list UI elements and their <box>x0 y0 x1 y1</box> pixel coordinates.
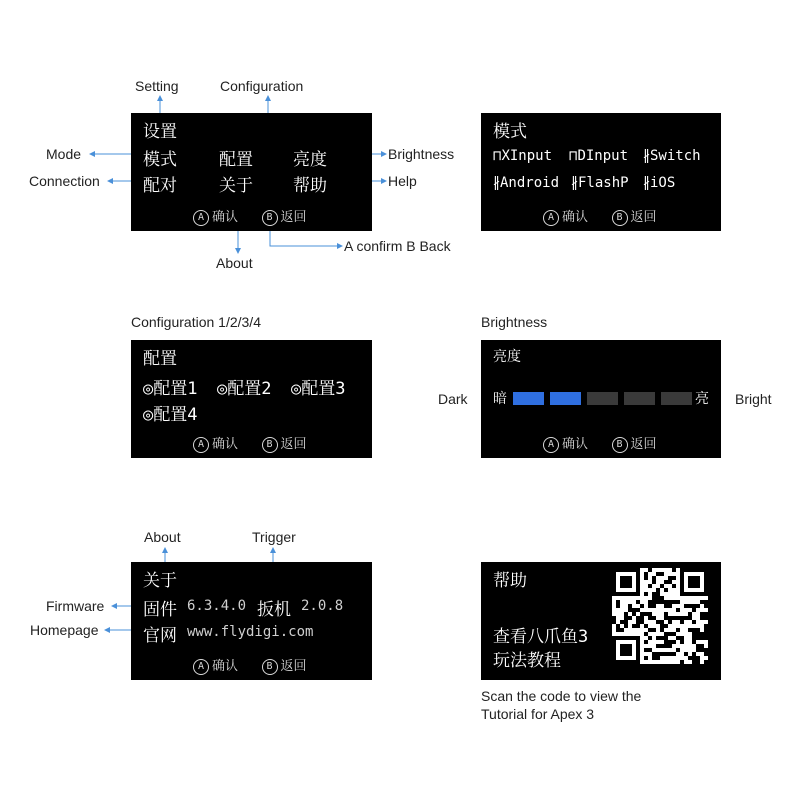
back-label: 返回 <box>280 437 307 452</box>
back-label: 返回 <box>630 210 657 225</box>
brightness-segment <box>513 392 544 405</box>
b-key-icon: B <box>262 437 278 453</box>
label-configuration: Configuration <box>220 78 304 94</box>
firmware-value: 6.3.4.0 <box>187 598 247 614</box>
label-dark: Dark <box>438 391 468 407</box>
settings-screen <box>131 113 372 231</box>
confirm-label: 确认 <box>562 437 589 452</box>
help-title: 帮助 <box>493 571 527 591</box>
label-bright: Bright <box>735 391 772 407</box>
b-key-icon: B <box>612 437 628 453</box>
confirm-label: 确认 <box>562 210 589 225</box>
label-help: Help <box>388 173 417 189</box>
config-item-2[interactable]: ◎配置2 <box>217 379 272 399</box>
bright-label: 亮 <box>695 391 709 407</box>
bluetooth-icon: ∦ <box>493 175 500 191</box>
gear-icon: ◎ <box>291 379 302 399</box>
menu-item-mode[interactable]: 模式 <box>143 150 177 170</box>
mode-android[interactable]: ∦Android <box>493 175 560 191</box>
mode-xinput[interactable]: ⊓XInput <box>493 148 553 164</box>
confirm-label: 确认 <box>212 437 239 452</box>
label-brightness-title: Brightness <box>481 314 548 330</box>
label-confirm-back: A confirm B Back <box>344 238 451 254</box>
config-item-1[interactable]: ◎配置1 <box>143 379 198 399</box>
config-screen <box>131 340 372 458</box>
bluetooth-icon: ∦ <box>643 148 650 164</box>
firmware-label: 固件 <box>143 600 177 620</box>
settings-title: 设置 <box>143 122 177 142</box>
menu-item-help[interactable]: 帮助 <box>293 176 327 196</box>
menu-item-config[interactable]: 配置 <box>219 150 253 170</box>
menu-item-about[interactable]: 关于 <box>219 176 253 196</box>
footer <box>193 206 307 226</box>
mode-dinput[interactable]: ⊓DInput <box>569 148 629 164</box>
label-brightness: Brightness <box>388 146 455 162</box>
trigger-label: 扳机 <box>257 600 291 620</box>
a-key-icon: A <box>193 659 209 675</box>
brightness-segment <box>624 392 655 405</box>
label-configuration-1234: Configuration 1/2/3/4 <box>131 314 261 330</box>
footer <box>543 433 657 453</box>
b-key-icon: B <box>262 659 278 675</box>
label-firmware: Firmware <box>46 598 105 614</box>
config-title: 配置 <box>143 349 177 369</box>
gear-icon: ◎ <box>143 379 154 399</box>
trigger-value: 2.0.8 <box>301 598 344 614</box>
label-trigger: Trigger <box>252 529 296 545</box>
confirm-label: 确认 <box>212 210 239 225</box>
confirm-label: 确认 <box>212 659 239 674</box>
label-scan-line1: Scan the code to view the <box>481 688 642 704</box>
label-scan-line2: Tutorial for Apex 3 <box>481 706 595 722</box>
a-key-icon: A <box>543 210 559 226</box>
footer <box>543 206 657 226</box>
about-screen <box>131 562 372 680</box>
mode-screen <box>481 113 721 231</box>
brightness-segment <box>661 392 692 405</box>
b-key-icon: B <box>262 210 278 226</box>
bluetooth-icon: ∦ <box>643 175 650 191</box>
a-key-icon: A <box>543 437 559 453</box>
brightness-segment <box>587 392 618 405</box>
brightness-slider[interactable] <box>513 392 691 405</box>
mode-ios[interactable]: ∦iOS <box>643 175 676 191</box>
help-screen <box>481 562 721 680</box>
gamepad-icon: ⊓ <box>569 148 578 164</box>
a-key-icon: A <box>193 210 209 226</box>
help-line2: 玩法教程 <box>493 651 561 671</box>
about-title: 关于 <box>143 571 177 591</box>
footer <box>193 655 307 675</box>
dark-label: 暗 <box>493 391 507 407</box>
help-line1: 查看八爪鱼3 <box>493 627 589 647</box>
label-connection: Connection <box>29 173 100 189</box>
label-homepage: Homepage <box>30 622 99 638</box>
back-label: 返回 <box>280 659 307 674</box>
homepage-label: 官网 <box>143 626 177 646</box>
label-about2: About <box>144 529 181 545</box>
mode-flashp[interactable]: ∦FlashP <box>571 175 629 191</box>
label-setting: Setting <box>135 78 179 94</box>
config-item-4[interactable]: ◎配置4 <box>143 405 198 425</box>
menu-item-brightness[interactable]: 亮度 <box>293 150 327 170</box>
menu-item-pairing[interactable]: 配对 <box>143 176 177 196</box>
arrow-confirm-back <box>270 230 342 246</box>
bluetooth-icon: ∦ <box>571 175 578 191</box>
config-item-3[interactable]: ◎配置3 <box>291 379 346 399</box>
brightness-screen-title: 亮度 <box>493 349 521 365</box>
brightness-screen <box>481 340 721 458</box>
gear-icon: ◎ <box>217 379 228 399</box>
gear-icon: ◎ <box>143 405 154 425</box>
qr-code-icon <box>612 568 708 664</box>
b-key-icon: B <box>612 210 628 226</box>
brightness-segment <box>550 392 581 405</box>
label-about: About <box>216 255 253 271</box>
a-key-icon: A <box>193 437 209 453</box>
homepage-value[interactable]: www.flydigi.com <box>187 624 314 640</box>
footer <box>193 433 307 453</box>
back-label: 返回 <box>630 437 657 452</box>
mode-switch[interactable]: ∦Switch <box>643 148 701 164</box>
back-label: 返回 <box>280 210 307 225</box>
gamepad-icon: ⊓ <box>493 148 502 164</box>
label-mode: Mode <box>46 146 82 162</box>
mode-title: 模式 <box>493 122 527 142</box>
